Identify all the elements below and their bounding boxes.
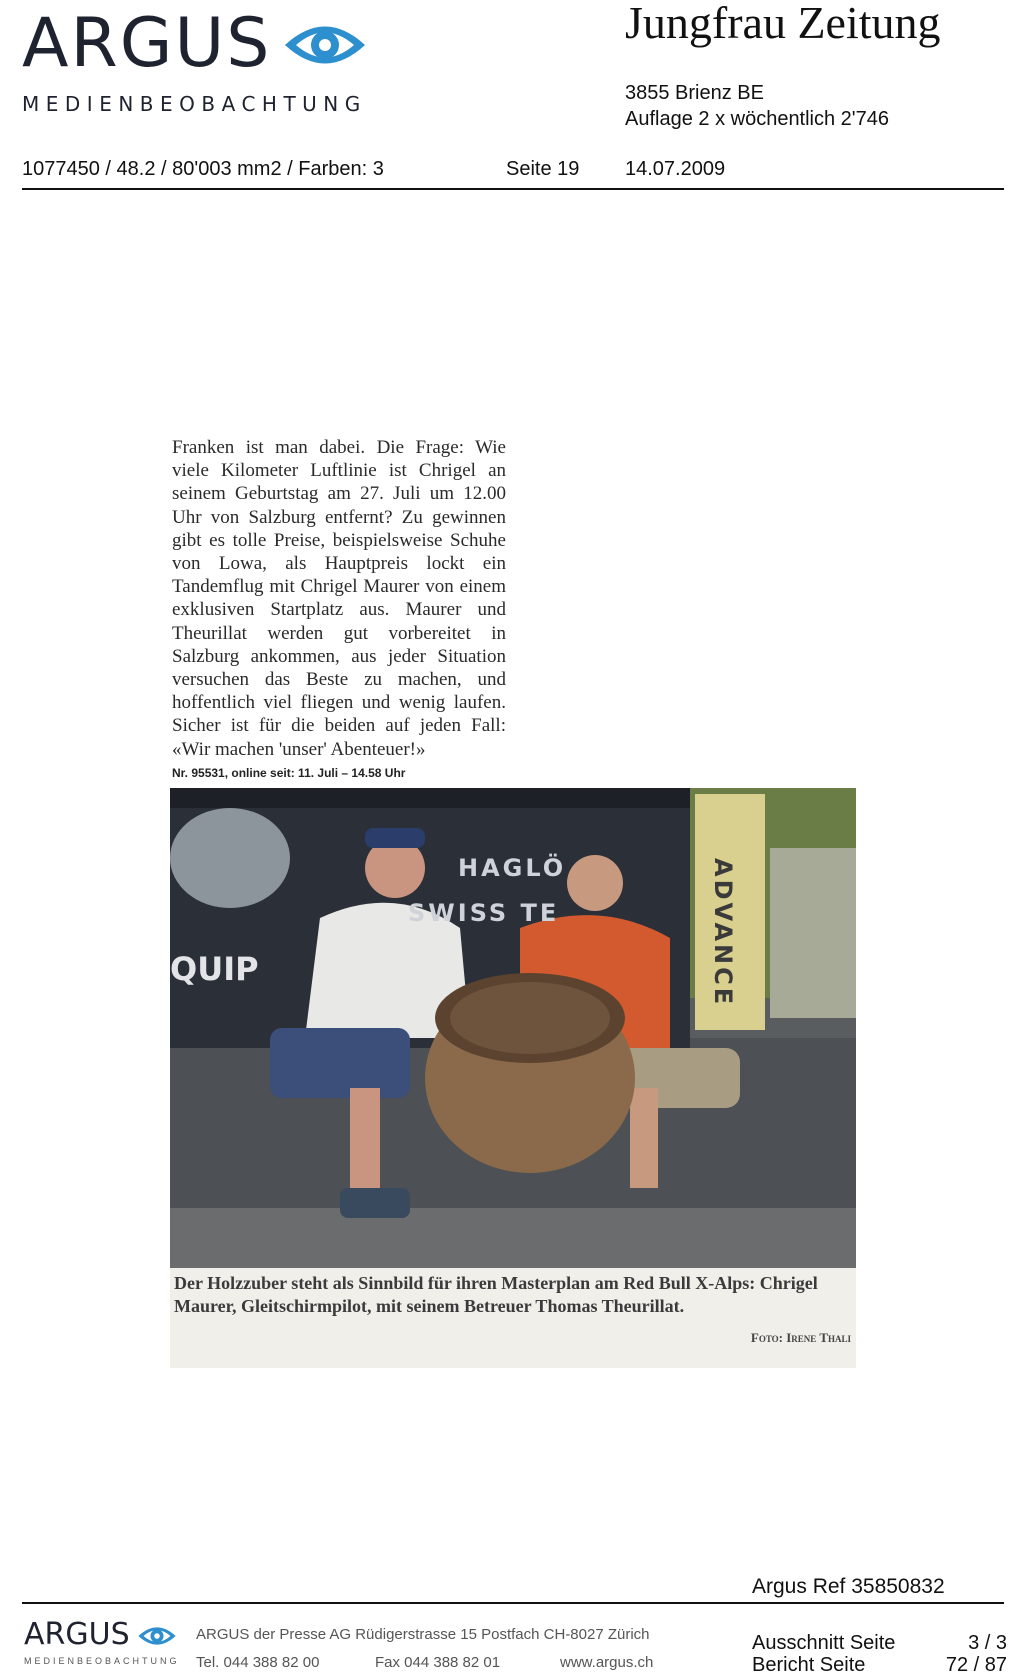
article-online-info: Nr. 95531, online seit: 11. Juli – 14.58 Uhr — [172, 766, 406, 780]
eye-icon — [282, 16, 368, 74]
bericht-value: 72 / 87 — [945, 1654, 1007, 1676]
photo-credit: Foto: Irene Thali — [750, 1330, 851, 1345]
article-body: Franken ist man dabei. Die Frage: Wie viele Kilometer Luftlinie ist Chrigel an seinem Geburtstag am 27. Juli um 12.00 Uhr von Salzburg entfernt? Zu gewinnen gibt es tolle Preise, beispielsweise Schuhe von Lowa, als Hauptpreis lockt ein Tandemflug mit Chrigel Maurer von einem exklusiven Startplatz aus. Maurer und Theurillat werden gut vorbereitet in Salzburg ankommen, aus jeder Situation versuchen das Beste zu machen, und hoffentlich viel fliegen und wenig laufen. Sicher ist für die beiden auf jeden Fall: «Wir machen 'unser' Abenteuer!» — [172, 437, 506, 760]
ausschnitt-label: Ausschnitt Seite — [752, 1632, 896, 1654]
page-number: Seite 19 — [506, 158, 580, 180]
article-photo — [170, 788, 856, 1268]
footer-logo-subtitle: MEDIENBEOBACHTUNG — [24, 1656, 180, 1666]
argus-logo — [22, 4, 368, 83]
photo-text-swiss: SWISS TE — [408, 899, 560, 927]
publish-date: 14.07.2009 — [625, 158, 726, 180]
newspaper-circulation: Auflage 2 x wöchentlich 2'746 — [625, 108, 889, 130]
bericht-label: Bericht Seite — [752, 1654, 866, 1676]
footer-website: www.argus.ch — [560, 1654, 654, 1671]
photo-text-haglofs: HAGLÖ — [458, 854, 567, 882]
logo-word: ARGUS — [22, 4, 272, 83]
footer-address: ARGUS der Presse AG Rüdigerstrasse 15 Postfach CH-8027 Zürich — [196, 1626, 650, 1643]
footer-logo-word: ARGUS — [24, 1617, 130, 1652]
footer-phone: Tel. 044 388 82 00 — [196, 1654, 320, 1671]
photo-text-advance: ADVANCE — [709, 858, 737, 1008]
photo-illustration — [170, 788, 856, 1268]
footer-eye-icon — [137, 1622, 177, 1650]
clip-meta: 1077450 / 48.2 / 80'003 mm2 / Farben: 3 — [22, 158, 384, 180]
footer-divider — [22, 1602, 1004, 1604]
logo-subtitle: MEDIENBEOBACHTUNG — [22, 92, 367, 116]
ausschnitt-value: 3 / 3 — [968, 1632, 1007, 1654]
photo-caption: Der Holzzuber steht als Sinnbild für ihren Masterplan am Red Bull X-Alps: Chrigel Maurer, Gleitschirmpilot, mit seinem Betreuer Thomas Theurillat. — [174, 1273, 818, 1316]
footer-logo — [24, 1617, 177, 1652]
photo-text-equip: QUIP — [170, 950, 259, 988]
footer-fax: Fax 044 388 82 01 — [375, 1654, 501, 1671]
newspaper-name: Jungfrau Zeitung — [625, 0, 941, 48]
argus-reference: Argus Ref 35850832 — [752, 1575, 945, 1598]
header-divider — [22, 188, 1004, 190]
newspaper-location: 3855 Brienz BE — [625, 82, 764, 104]
